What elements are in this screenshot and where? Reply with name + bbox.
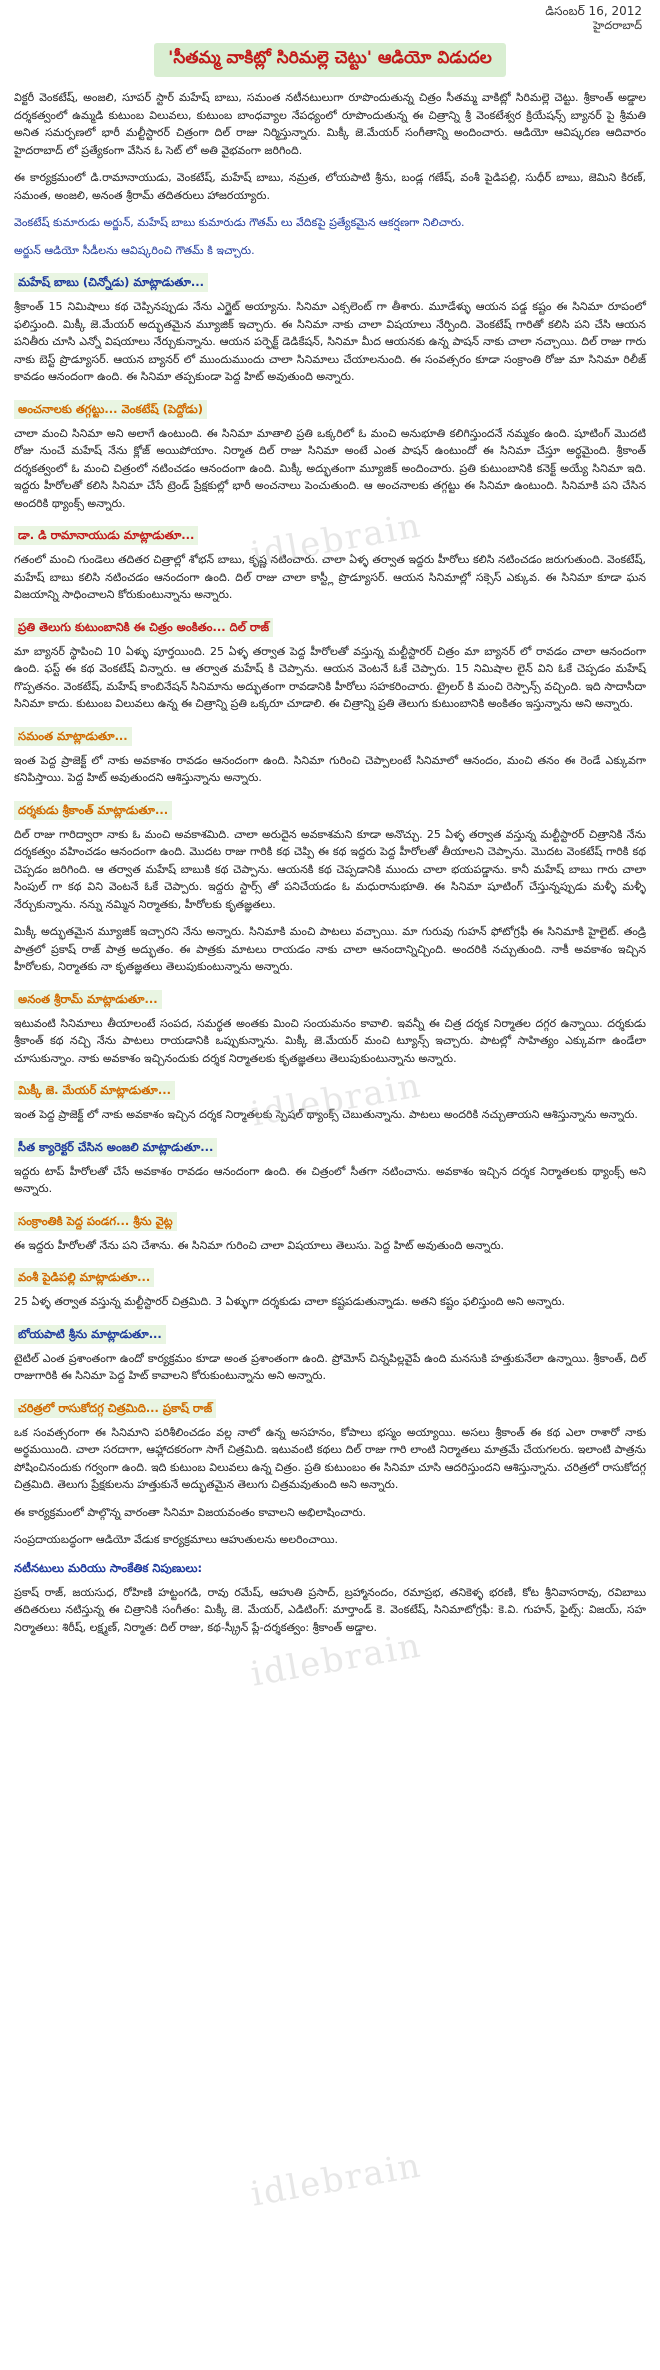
credits-heading: నటీనటులు మరియు సాంకేతిక నిపుణులు:	[14, 1560, 203, 1575]
section-paragraph: మా బ్యానర్ స్థాపించి 10 ఏళ్ళు పూర్తయింది. 25 ఏళ్ళ తర్వాత పెద్ద హీరోలతో వస్తున్న మల్టీస్టారర్ చిత్రం మా బ్యానర్ లో రావడం చాలా ఆనందంగా ఉంది. ఫస్ట్ ఈ కథ వెంకటేష్ విన్నారు. ఆ తర్వాత మహేష్ కి చెప్పాను. ఆయన వెంటనే ఓకే చెప్పారు. 15 నిమిషాల లైన్ విని ఓకే చెప్పడం మహేష్ గొప్పతనం. వెంకటేష్, మహేష్ కాంబినేషన్ సినిమాను అద్భుతంగా రావడానికి హీరోలు సహకరించారు. ట్రైలర్ కి మంచి రెస్పాన్స్ వచ్చింది. ఇది సాదాసీదా సినిమా కాదు. కుటుంబ విలువలు ఉన్న ఈ చిత్రాన్ని ప్రతి ఒక్కరూ చూడాలి. ఈ చిత్రాన్ని ప్రతి తెలుగు కుటుంబానికి అంకితం ఇస్తున్నాను అని అన్నారు.	[14, 644, 646, 710]
section-heading-row	[14, 396, 646, 425]
section-heading: అంచనాలకు తగ్గట్టు... వెంకటేష్ (పెద్దోడు)	[14, 400, 207, 419]
title-wrap	[14, 43, 646, 77]
section-heading-row	[14, 1208, 646, 1237]
section-heading: చరిత్రలో రాసుకోదగ్గ చిత్రమిది... ప్రకాష్ రాజ్	[14, 1399, 216, 1418]
watermark-1: idlebrain	[247, 505, 425, 575]
section-paragraph: శ్రీకాంత్ 15 నిమిషాలు కథ చెప్పినప్పుడు నేను ఎగ్జైట్ అయ్యాను. సినిమా ఎక్సలెంట్ గా తీశారు. మూడేళ్ళు ఆయన పడ్డ కష్టం ఈ సినిమా రూపంలో ఫలిస్తుంది. మిక్కీ జె.మేయర్ అద్భుతమైన మ్యూజిక్ ఇచ్చారు. ఈ సినిమా నాకు చాలా విషయాలు నేర్పింది. వెంకటేష్ గారితో కలిసి పని చేసి ఆయన పనితీరు చూసి ఎన్నో విషయాలు నేర్చుకున్నాను. ఆయన పర్ఫెక్ట్ డెడికేషన్, సినిమా మీద ఆయనకు ఉన్న పాషన్ నాకు చాలా నచ్చాయి. దిల్ రాజు గారు నాకు బెస్ట్ ప్రొడ్యూసర్. ఆయన బ్యానర్ లో ముందుముందు చాలా సినిమాలు చేయాలనుంది. ఈ సంవత్సరం కూడా సంక్రాంతి రోజు మా సినిమా రిలీజ్ కావడం ఆనందంగా ఉంది. ఈ సినిమా తప్పకుండా పెద్ద హిట్ అవుతుంది అన్నారు.	[14, 300, 646, 383]
section-paragraph: ఇంత పెద్ద ప్రాజెక్ట్ లో నాకు అవకాశం ఇచ్చిన దర్శక నిర్మాతలకు స్పెషల్ థ్యాంక్స్ చెబుతున్నాను. పాటలు అందరికి నచ్చుతాయని ఆశిస్తున్నాను అన్నారు.	[14, 1108, 638, 1121]
section-heading-row	[14, 1321, 646, 1350]
section-paragraph: ఈ ఇద్దరు హీరోలతో నేను పని చేశాను. ఈ సినిమా గురించి చాలా విషయాలు తెలుసు. పెద్ద హిట్ అవుతుంది అన్నారు.	[14, 1238, 505, 1252]
intro-paragraph: వెంకటేష్ కుమారుడు అర్జున్, మహేష్ బాబు కుమారుడు గౌతమ్ లు వేదికపై ప్రత్యేకమైన ఆకర్షణగా నిలిచారు.	[14, 216, 465, 229]
section-heading-row	[14, 797, 646, 826]
section-heading: సంక్రాంతికి పెద్ద పండగ... శ్రీను వైట్ల	[14, 1212, 177, 1231]
intro-paragraph: ఈ కార్యక్రమంలో డి.రామానాయుడు, వెంకటేష్, మహేష్ బాబు, నమ్రత, లోయపాటి శ్రీను, బండ్ల గణేష్, వంశీ పైడిపల్లి, సుధీర్ బాబు, జెమిని కిరణ్, సమంత, అంజలి, అనంత శ్రీరామ్ తదితరులు హాజరయ్యారు.	[14, 171, 646, 202]
section-paragraph: ఇద్దరు టాప్ హీరోలతో చేసే అవకాశం రావడం ఆనందంగా ఉంది. ఈ చిత్రంలో సీతగా నటించాను. అవకాశం ఇచ్చిన దర్శక నిర్మాతలకు థ్యాంక్స్ అని అన్నారు.	[14, 1164, 646, 1195]
section-paragraph: ఒక సంవత్సరంగా ఈ సినిమాని పరిశీలించడం వల్ల నాలో ఉన్న అసహనం, కోపాలు భస్మం అయ్యాయి. అసలు శ్రీకాంత్ ఈ కథ ఎలా రాశారో నాకు అర్థమయింది. చాలా సరదాగా, ఆహ్లాదకరంగా సాగే చిత్రమిది. ఇటువంటి కథలు దిల్ రాజు గారి లాంటి నిర్మాతలు మాత్రమే చేయగలరు. ఇలాంటి పాత్రను పోషించినందుకు గర్వంగా ఉంది. ఇది కుటుంబ విలువలు ఉన్న చిత్రం. ప్రతి కుటుంబం ఈ సినిమా చూసి ఆదరిస్తుందని ఆశిస్తున్నాను. చరిత్రలో రాసుకోదగ్గ చిత్రమిది. తెలుగు ప్రేక్షకులను హత్తుకునే అద్భుతమైన తెలుగు చిత్రమవుతుంది అని అన్నారు.	[14, 1425, 646, 1491]
page-title: 'సీతమ్మ వాకిట్లో సిరిమల్లె చెట్టు' ఆడియో విడుదల	[154, 43, 506, 77]
section-heading: డా. డి రామానాయుడు మాట్లాడుతూ...	[14, 526, 198, 545]
section-heading: సీత క్యారెక్టర్ చేసిన అంజలి మాట్లాడుతూ...	[14, 1138, 217, 1157]
section-heading: ప్రతి తెలుగు కుటుంబానికి ఈ చిత్రం అంకితం... దిల్ రాజ్	[14, 618, 273, 637]
section-heading-row	[14, 986, 646, 1015]
sections-block	[14, 269, 646, 1549]
section-heading-row	[14, 1395, 646, 1424]
place-line: హైదరాబాద్	[593, 19, 642, 32]
section-heading-row	[14, 614, 646, 643]
watermark-4: idlebrain	[247, 2145, 425, 2215]
section-paragraph: 25 ఏళ్ళ తర్వాత వస్తున్న మల్టీస్టారర్ చిత్రమిది. 3 ఏళ్ళుగా దర్శకుడు చాలా కష్టపడుతున్నాడు. అతని కష్టం ఫలిస్తుంది అని అన్నారు.	[14, 1295, 566, 1308]
watermark-3: idlebrain	[247, 1625, 425, 1695]
section-paragraph: ఈ కార్యక్రమంలో పాల్గొన్న వారంతా సినిమా విజయవంతం కావాలని అభిలాషించారు.	[14, 1505, 367, 1519]
intro-block	[14, 89, 646, 259]
section-paragraph: సంప్రదాయబద్ధంగా ఆడియో వేడుక కార్యక్రమాలు ఆహుతులను అలరించాయి.	[14, 1533, 339, 1546]
section-heading-row	[14, 269, 646, 298]
section-heading-row	[14, 723, 646, 752]
section-heading: అనంత శ్రీరామ్ మాట్లాడుతూ...	[14, 990, 162, 1009]
watermark-2: idlebrain	[247, 1065, 425, 1135]
intro-paragraph: అర్జున్ ఆడియో సీడీలను ఆవిష్కరించి గౌతమ్ కి ఇచ్చారు.	[14, 243, 255, 257]
section-paragraph: చాలా మంచి సినిమా అని అలాగే ఉంటుంది. ఈ సినిమా మాతాలి ప్రతి ఒక్కరిలో ఓ మంచి అనుభూతి కలిగిస్తుందనే నమ్మకం ఉంది. షూటింగ్ మొదటి రోజు నుంచే మహేష్ నేను క్లోజ్ అయిపోయాం. నిర్మాత దిల్ రాజు సినిమా అంటే ఎంత పాషన్ ఉంటుందో ఈ సినిమా చేస్తూ అర్థమైంది. శ్రీకాంత్ దర్శకత్వంలో ఓ మంచి చిత్రంలో నటించడం ఆనందంగా ఉంది. మిక్కీ అద్భుతంగా మ్యూజిక్ అందించారు. ప్రతి కుటుంబానికి కనెక్ట్ అయ్యే సినిమా ఇది. ఇద్దరు హీరోలతో కలిసి సినిమా చేసే ట్రెండ్ ప్రేక్షకుల్లో భారీ అంచనాలు పెంచుతుంది. ఆ అంచనాలకు తగ్గట్టు ఈ సినిమా ఉంటుంది. సినిమాకి పని చేసిన అందరికి థ్యాంక్స్ అన్నారు.	[14, 426, 646, 510]
section-heading: సమంత మాట్లాడుతూ...	[14, 727, 132, 746]
section-paragraph: మిక్కీ అద్భుతమైన మ్యూజిక్ ఇచ్చారని నేను అన్నారు. సినిమాకి మంచి పాటలు వచ్చాయి. మా గురువు గుహన్ ఫోటోగ్రఫీ ఈ సినిమాకి హైలైట్. తండ్రి పాత్రలో ప్రకాష్ రాజ్ పాత్ర అద్భుతం. ఈ పాత్రకు మాటలు రాయడం నాకు చాలా ఆనందాన్నిచ్చింది. అందరికి నచ్చుతుంది. నాకీ అవకాశం ఇచ్చిన హీరోలకు, నిర్మాతకు నా కృతజ్ఞతలు తెలుపుకుంటున్నాను అన్నారు.	[14, 925, 646, 973]
section-paragraph: ఇంత పెద్ద ప్రాజెక్ట్ లో నాకు అవకాశం రావడం ఆనందంగా ఉంది. సినిమా గురించి చెప్పాలంటే సినిమాలో ఆనందం, మంచి తనం ఈ రెండే ఎక్కువగా కనిపిస్తాయి. పెద్ద హిట్ అవుతుందని ఆశిస్తున్నాను అన్నారు.	[14, 753, 646, 784]
intro-paragraph: విక్టరీ వెంకటేష్, అంజలి, సూపర్ స్టార్ మహేష్ బాబు, సమంత నటీనటులుగా రూపొందుతున్న చిత్రం సీతమ్మ వాకిట్లో సిరిమల్లె చెట్టు. శ్రీకాంత్ అడ్డాల దర్శకత్వంలో ఉమ్మడి కుటుంబ విలువలు, కుటుంబ బాంధవ్యాల నేపధ్యంలో రూపొందుతున్న ఈ చిత్రాన్ని శ్రీ వెంకటేశ్వర క్రియేషన్స్ బ్యానర్ పై శ్రీమతి అనిత సమర్పణలో భారీ మల్టీస్టారర్ చిత్రంగా దిల్ రాజు నిర్మిస్తున్నారు. మిక్కీ జె.మేయర్ సంగీతాన్ని అందించారు. ఆడియో ఆవిష్కరణ ఆదివారం హైదరాబాద్ లో ప్రత్యేకంగా వేసిన ఓ సెట్ లో అతి వైభవంగా జరిగింది.	[14, 91, 646, 157]
section-paragraph: దిల్ రాజు గారిద్వారా నాకు ఓ మంచి అవకాశమిది. చాలా అరుదైన అవకాశమని కూడా అనొచ్చు. 25 ఏళ్ళ తర్వాత వస్తున్న మల్టీస్టారర్ చిత్రానికి నేను దర్శకత్వం వహించడం ఆనందంగా ఉంది. మొదట రాజు గారికి కథ చెప్పి ఈ కథ ఇద్దరు పెద్ద హీరోలతో తీయాలని చెప్పాను. మొదట వెంకటేష్ గారికి కథ చెప్పడం జరిగింది. ఆ తర్వాత మహేష్ బాబుకి కథ చెప్పాను. ఆయనకి కథ చెప్పడానికి ముందు చాలా భయపడ్డాను. కానీ మహేష్ బాబు గారు చాలా సింపుల్ గా కథ విని వెంటనే ఓకే చెప్పారు. ఇద్దరు స్టార్స్ తో పనిచేయడం ఓ మధురానుభూతి. ఈ సినిమా షూటింగ్ చేస్తున్నప్పుడు మళ్ళీ మళ్ళీ నేర్చుకున్నాను. నన్ను నమ్మిన నిర్మాతకు, హీరోలకు కృతజ్ఞతలు.	[14, 827, 646, 911]
section-heading: బోయపాటి శ్రీను మాట్లాడుతూ...	[14, 1325, 166, 1344]
credits-text: ప్రకాష్ రాజ్, జయసుధ, రోహిణి హట్టంగడి, రావు రమేష్, ఆహుతి ప్రసాద్, బ్రహ్మానందం, రమాప్రభ, తనికెళ్ళ భరణి, కోట శ్రీనివాసరావు, రవిబాబు తదితరులు నటిస్తున్న ఈ చిత్రానికి సంగీతం: మిక్కీ జె. మేయర్, ఎడిటింగ్: మార్తాండ్ కె. వెంకటేష్, సినిమాటోగ్రఫీ: కె.వి. గుహన్, ఫైట్స్: విజయ్, సహ నిర్మాతలు: శిరీష్, లక్ష్మణ్, నిర్మాత: దిల్ రాజు, కథ-స్క్రీన్ ప్లే-దర్శకత్వం: శ్రీకాంత్ అడ్డాల.	[14, 1585, 646, 1634]
section-heading-row	[14, 1134, 646, 1163]
date-line: డిసంబర్ 16, 2012	[545, 4, 642, 18]
section-heading: మహేష్ బాబు (చిన్నోడు) మాట్లాడుతూ...	[14, 273, 208, 292]
section-heading: వంశీ పైడిపల్లి మాట్లాడుతూ...	[14, 1268, 154, 1287]
section-heading-row	[14, 1264, 646, 1293]
section-paragraph: ఇటువంటి సినిమాలు తీయాలంటే సంపద, సమర్థత అంతకు మించి సంయమనం కావాలి. ఇవన్నీ ఈ చిత్ర దర్శక నిర్మాతల దగ్గర ఉన్నాయి. దర్శకుడు శ్రీకాంత్ కథ నచ్చి నేను పాటలు రాయడానికి ఒప్పుకున్నాను. మిక్కీ జె.మేయర్ మంచి ట్యూన్స్ ఇచ్చారు. పాటల్లో సాహిత్యం ఎక్కువగా ఉండేలా చూసుకున్నాం. నాకు అవకాశం ఇచ్చినందుకు దర్శక నిర్మాతలకు కృతజ్ఞతలు తెలుపుకుంటున్నాను అన్నారు.	[14, 1016, 646, 1065]
section-paragraph: టైటిల్ ఎంత ప్రశాంతంగా ఉందో కార్యక్రమం కూడా అంత ప్రశాంతంగా ఉంది. ప్రోమోస్ చిన్నపిల్లవైపే ఉంది మనసుకి హత్తుకునేలా ఉన్నాయి. శ్రీకాంత్, దిల్ రాజుగారికి ఈ సినిమా పెద్ద హిట్ కావాలని కోరుకుంటున్నాను అని అన్నారు.	[14, 1351, 646, 1382]
section-heading: మిక్కీ జె. మేయర్ మాట్లాడుతూ...	[14, 1081, 175, 1100]
section-heading: దర్శకుడు శ్రీకాంత్ మాట్లాడుతూ...	[14, 801, 172, 820]
section-paragraph: గతంలో మంచి గుండెలు తదితర చిత్రాల్లో శోభన్ బాబు, కృష్ణ నటించారు. చాలా ఏళ్ళ తర్వాత ఇద్దరు హీరోలు కలిసి నటించడం జరుగుతుంది. వెంకటేష్, మహేష్ బాబు కలిసి నటించడం ఆనందంగా ఉంది. దిల్ రాజు చాలా కాస్ట్లీ ప్రొడ్యూసర్. ఆయన సినిమాల్లో సక్సెస్ ఎక్కువ. ఈ సినిమా కూడా ఘన విజయాన్ని సాధించాలని కోరుకుంటున్నాను అన్నారు.	[14, 553, 646, 601]
